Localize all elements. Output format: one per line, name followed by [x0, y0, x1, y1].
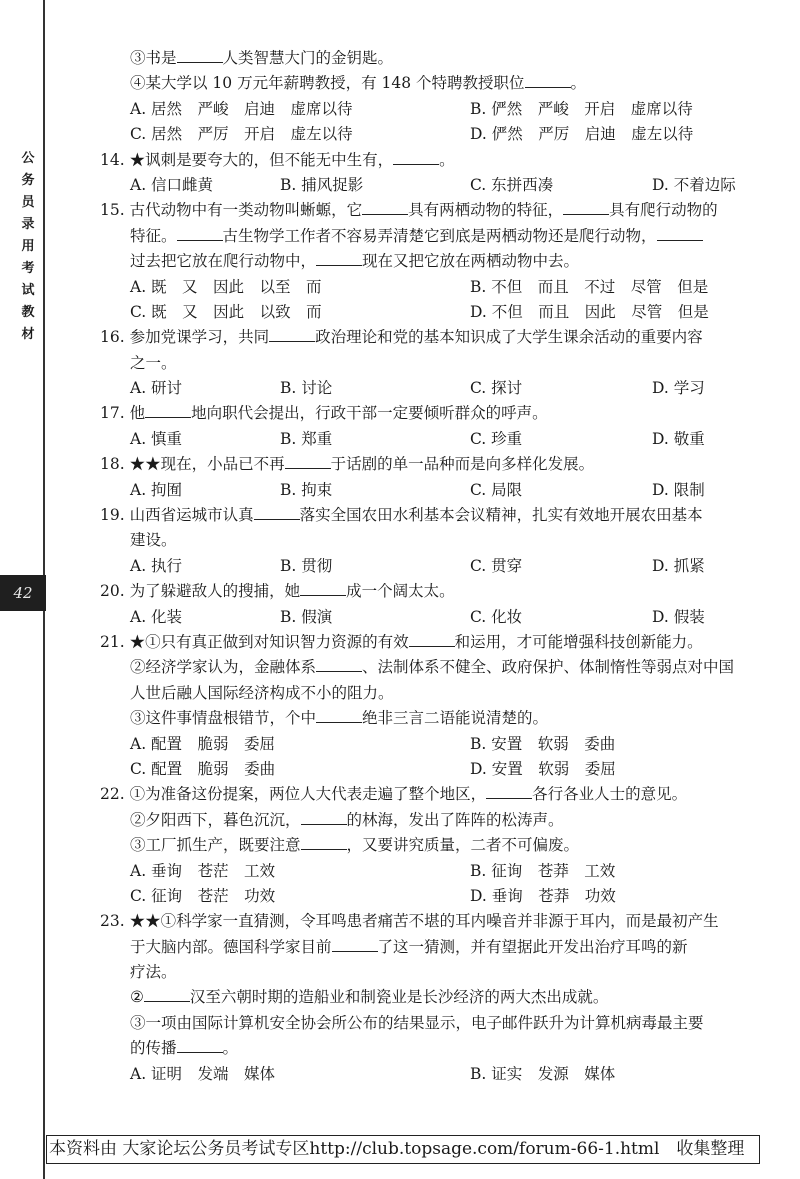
- text-segment: ③书是: [130, 49, 177, 67]
- text-segment: 。: [439, 150, 455, 169]
- option-row: [100, 884, 770, 909]
- text-segment: 于话剧的单一品种而是向多样化发展。: [330, 455, 595, 474]
- question-line: [100, 985, 770, 1010]
- option-row: [100, 97, 770, 122]
- answer-option: C. 配置 脆弱 委曲: [130, 759, 276, 778]
- fill-blank: [269, 325, 315, 342]
- text-segment: 汉至六朝时期的造船业和制瓷业是长沙经济的两大杰出成就。: [189, 988, 609, 1007]
- answer-option: D. 假装: [652, 607, 705, 626]
- question-line: [100, 909, 770, 934]
- text-segment: 人世后融人国际经济构成不小的阻力。: [130, 683, 394, 702]
- answer-option: D. 学习: [652, 379, 705, 398]
- text-segment: 的传播: [130, 1039, 177, 1058]
- side-label-char: 务: [21, 173, 35, 188]
- answer-option: C. 贯穿: [470, 556, 523, 575]
- option-row: [100, 478, 770, 503]
- book-side-label: [18, 148, 38, 346]
- answer-option: A. 证明 发端 媒体: [130, 1064, 276, 1083]
- answer-option: A. 垂询 苍茫 工效: [130, 861, 276, 880]
- text-segment: ，又要讲究质量，二者不可偏废。: [346, 836, 580, 855]
- text-segment: 人类智慧大门的金钥匙。: [222, 49, 394, 67]
- option-row: [100, 859, 770, 884]
- text-segment: 政治理论和党的基本知识成了大学生课余活动的重要内容: [315, 328, 703, 347]
- text-segment: 16. 参加党课学习，共同: [100, 328, 270, 347]
- side-label-char: 教: [21, 305, 35, 320]
- question-line: [100, 224, 770, 249]
- fill-blank: [316, 655, 362, 672]
- answer-option: C. 征询 苍茫 功效: [130, 886, 276, 905]
- text-segment: 18. ★★现在，小品已不再: [100, 455, 285, 474]
- answer-option: A. 执行: [130, 556, 183, 575]
- option-row: [100, 605, 770, 630]
- source-footer: 本资料由 大家论坛公务员考试专区http://club.topsage.com/forum-66-1.html 收集整理: [46, 1135, 760, 1164]
- fill-blank: [316, 706, 362, 723]
- fill-blank: [177, 46, 223, 63]
- page-number-tab: 42: [0, 575, 46, 611]
- fill-blank: [486, 782, 532, 799]
- text-segment: 古生物学工作者不容易弄清楚它到底是两栖动物还是爬行动物，: [222, 226, 657, 245]
- answer-option: C. 局限: [470, 480, 523, 499]
- fill-blank: [177, 224, 223, 241]
- text-segment: 建设。: [130, 531, 177, 550]
- option-row: [100, 732, 770, 757]
- fill-blank: [301, 833, 347, 850]
- text-segment: 地向职代会提出，行政干部一定要倾听群众的呼声。: [191, 404, 548, 423]
- fill-blank: [301, 808, 347, 825]
- answer-option: C. 既 又 因此 以致 而: [130, 302, 322, 321]
- side-label-char: 考: [21, 261, 35, 276]
- answer-option: B. 安置 软弱 委曲: [470, 734, 616, 753]
- fill-blank: [393, 148, 439, 165]
- answer-option: D. 俨然 严厉 启迪 虚左以待: [470, 125, 694, 144]
- question-line: [100, 249, 770, 274]
- answer-option: A. 既 又 因此 以至 而: [130, 277, 322, 296]
- question-line: [100, 325, 770, 350]
- fill-blank: [177, 1036, 223, 1053]
- question-line: [100, 148, 770, 173]
- answer-option: B. 贯彻: [280, 556, 333, 575]
- answer-option: A. 慎重: [130, 429, 183, 448]
- fill-blank: [563, 198, 609, 215]
- answer-option: C. 化妆: [470, 607, 523, 626]
- question-line: [100, 782, 770, 807]
- text-segment: ③这件事情盘根错节，个中: [130, 709, 317, 728]
- text-segment: 绝非三言二语能说清楚的。: [362, 709, 549, 728]
- question-line: [100, 808, 770, 833]
- answer-option: B. 拘束: [280, 480, 333, 499]
- text-segment: 特征。: [130, 226, 177, 245]
- option-row: [100, 300, 770, 325]
- option-row: [100, 757, 770, 782]
- text-segment: 。: [222, 1039, 239, 1058]
- question-line: [100, 655, 770, 680]
- answer-option: A. 研讨: [130, 379, 183, 398]
- answer-option: B. 不但 而且 不过 尽管 但是: [470, 277, 709, 296]
- answer-option: D. 垂询 苍莽 功效: [470, 886, 616, 905]
- option-row: [100, 173, 770, 198]
- question-line: [100, 1011, 770, 1036]
- text-segment: 、法制体系不健全、政府保护、体制惰性等弱点对中国: [362, 658, 735, 677]
- option-row: [100, 427, 770, 452]
- text-segment: 过去把它放在爬行动物中，: [130, 252, 317, 271]
- answer-option: A. 化装: [130, 607, 183, 626]
- text-segment: 之一。: [130, 353, 177, 372]
- answer-option: B. 郑重: [280, 429, 333, 448]
- fill-blank: [409, 630, 455, 647]
- text-segment: 具有两栖动物的特征，: [408, 201, 564, 220]
- answer-option: D. 抓紧: [652, 556, 705, 575]
- answer-option: D. 安置 软弱 委屈: [470, 759, 616, 778]
- text-segment: ②经济学家认为，金融体系: [130, 658, 317, 677]
- question-line: [100, 46, 770, 71]
- side-label-char: 试: [21, 283, 35, 298]
- side-label-char: 用: [21, 239, 35, 254]
- question-line: [100, 401, 770, 426]
- text-segment: 于大脑内部。德国科学家目前: [130, 937, 332, 956]
- fill-blank: [285, 452, 331, 469]
- text-segment: 现在又把它放在两栖动物中去。: [362, 252, 580, 271]
- question-line: [100, 579, 770, 604]
- option-row: [100, 376, 770, 401]
- question-line: [100, 681, 770, 706]
- text-segment: 的林海，发出了阵阵的松涛声。: [346, 810, 564, 829]
- text-segment: 19. 山西省运城市认真: [100, 506, 254, 525]
- question-line: [100, 452, 770, 477]
- question-line: [100, 198, 770, 223]
- option-row: [100, 554, 770, 579]
- text-segment: 落实全国农田水利基本会议精神，扎实有效地开展农田基本: [299, 506, 703, 525]
- fill-blank: [144, 985, 190, 1002]
- text-segment: ③一项由国际计算机安全协会所公布的结果显示，电子邮件跃升为计算机病毒最主要: [130, 1013, 704, 1032]
- text-segment: 成一个阔太太。: [346, 582, 455, 601]
- text-segment: 23. ★★①科学家一直猜测，令耳鸣患者痛苦不堪的耳内噪音并非源于耳内，而是最初产生: [100, 912, 719, 931]
- question-line: [100, 935, 770, 960]
- text-segment: 21. ★①只有真正做到对知识智力资源的有效: [100, 632, 409, 651]
- answer-option: C. 东拼西凑: [470, 175, 554, 194]
- answer-option: C. 探讨: [470, 379, 523, 398]
- question-content: [100, 46, 770, 1087]
- text-segment: 14. ★讽刺是要夸大的，但不能无中生有，: [100, 150, 394, 169]
- side-label-char: 员: [21, 195, 35, 210]
- text-segment: 15. 古代动物中有一类动物叫蜥螈，它: [100, 201, 363, 220]
- question-line: [100, 351, 770, 376]
- side-label-char: 材: [21, 327, 35, 342]
- text-segment: 。: [570, 74, 587, 93]
- fill-blank: [145, 401, 191, 418]
- fill-blank: [525, 71, 571, 88]
- text-segment: 17. 他: [100, 404, 146, 423]
- fill-blank: [332, 935, 378, 952]
- option-row: [100, 122, 770, 147]
- answer-option: D. 限制: [652, 480, 705, 499]
- answer-option: C. 居然 严厉 开启 虚左以待: [130, 125, 353, 144]
- option-row: [100, 275, 770, 300]
- fill-blank: [254, 503, 300, 520]
- question-line: [100, 706, 770, 731]
- text-segment: ②: [130, 988, 144, 1007]
- question-line: [100, 960, 770, 985]
- fill-blank: [362, 198, 408, 215]
- text-segment: ②夕阳西下，暮色沉沉，: [130, 810, 301, 829]
- fill-blank: [316, 249, 362, 266]
- text-segment: 具有爬行动物的: [609, 201, 718, 220]
- text-segment: 22. ①为准备这份提案，两位人大代表走遍了整个地区，: [100, 785, 487, 804]
- text-segment: ③工厂抓生产，既要注意: [130, 836, 301, 855]
- answer-option: A. 拘囿: [130, 480, 183, 499]
- question-line: [100, 833, 770, 858]
- question-line: [100, 503, 770, 528]
- fill-blank: [657, 224, 703, 241]
- answer-option: D. 不但 而且 因此 尽管 但是: [470, 302, 709, 321]
- text-segment: 了这一猜测，并有望据此开发出治疗耳鸣的新: [377, 937, 688, 956]
- answer-option: C. 珍重: [470, 429, 523, 448]
- answer-option: B. 征询 苍莽 工效: [470, 861, 616, 880]
- answer-option: B. 讨论: [280, 379, 333, 398]
- answer-option: B. 捕风捉影: [280, 175, 364, 194]
- answer-option: B. 证实 发源 媒体: [470, 1064, 616, 1083]
- text-segment: 20. 为了躲避敌人的搜捕，她: [100, 582, 301, 601]
- question-line: [100, 1036, 770, 1061]
- text-segment: ④某大学以 10 万元年薪聘教授，有 148 个特聘教授职位: [130, 74, 525, 93]
- fill-blank: [300, 579, 346, 596]
- side-label-char: 录: [21, 217, 35, 232]
- text-segment: 各行各业人士的意见。: [532, 785, 688, 804]
- question-line: [100, 528, 770, 553]
- question-line: [100, 71, 770, 96]
- answer-option: D. 敬重: [652, 429, 705, 448]
- answer-option: A. 配置 脆弱 委屈: [130, 734, 276, 753]
- side-label-char: 公: [21, 151, 35, 166]
- answer-option: A. 居然 严峻 启迪 虚席以待: [130, 99, 353, 118]
- question-line: [100, 630, 770, 655]
- text-segment: 疗法。: [130, 963, 177, 982]
- answer-option: A. 信口雌黄: [130, 175, 214, 194]
- answer-option: B. 俨然 严峻 开启 虚席以待: [470, 99, 693, 118]
- answer-option: B. 假演: [280, 607, 333, 626]
- answer-option: D. 不着边际: [652, 175, 736, 194]
- text-segment: 和运用，才可能增强科技创新能力。: [454, 632, 703, 651]
- option-row: [100, 1062, 770, 1087]
